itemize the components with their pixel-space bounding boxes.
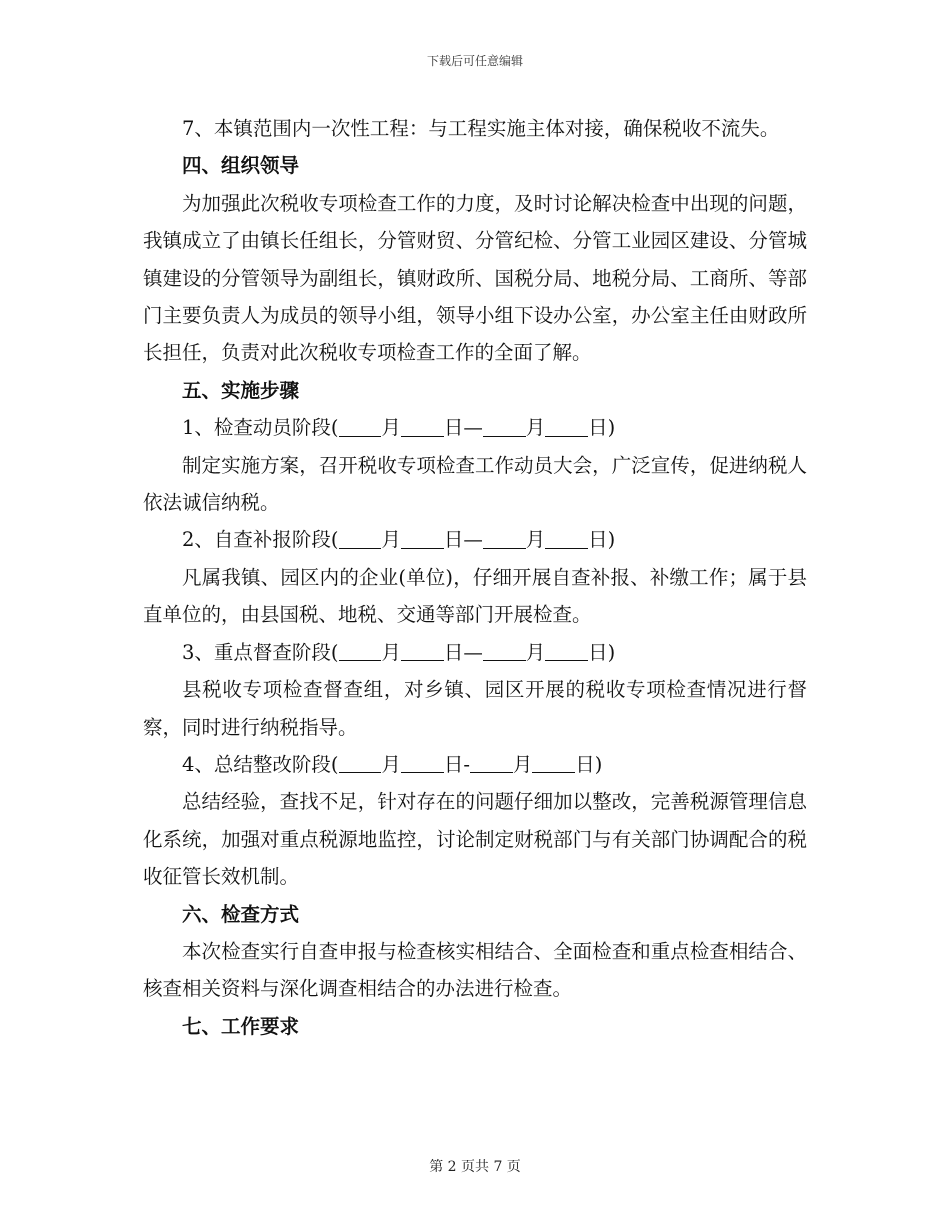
date-blank bbox=[339, 528, 382, 549]
date-blank bbox=[483, 528, 526, 549]
section-heading-4: 四、组织领导 bbox=[182, 154, 300, 178]
date-blank bbox=[532, 753, 575, 774]
step-title: 3、重点督查阶段 bbox=[182, 640, 331, 664]
step-title: 1、检查动员阶段 bbox=[182, 416, 331, 440]
section-heading-6: 六、检查方式 bbox=[182, 902, 300, 926]
step-title: 2、自查补报阶段 bbox=[182, 528, 331, 552]
date-blank bbox=[545, 416, 588, 437]
step-line-4: 4、总结整改阶段( 月 日- 月 日) bbox=[182, 752, 603, 776]
step-description-3: 县税收专项检查督查组，对乡镇、园区开展的税收专项检查情况进行督察，同时进行纳税指导。 bbox=[143, 678, 807, 739]
date-blank bbox=[401, 753, 444, 774]
date-blank bbox=[339, 753, 382, 774]
date-blank bbox=[483, 641, 526, 662]
page-number-footer: 第 2 页共 7 页 bbox=[429, 1159, 521, 1175]
date-blank bbox=[545, 528, 588, 549]
date-blank bbox=[483, 416, 526, 437]
paragraph-inspection-method: 本次检查实行自查申报与检查核实相结合、全面检查和重点检查相结合、核查相关资料与深化调查相结合的办法进行检查。 bbox=[143, 939, 807, 1001]
date-blank bbox=[401, 641, 444, 662]
date-blank bbox=[545, 641, 588, 662]
date-blank bbox=[339, 641, 382, 662]
date-blank bbox=[339, 416, 382, 437]
step-description-2: 凡属我镇、园区内的企业(单位)，仔细开展自查补报、补缴工作；属于县直单位的，由县国税、地税、交通等部门开展检查。 bbox=[143, 565, 807, 627]
step-line-3: 3、重点督查阶段( 月 日— 月 日) bbox=[182, 640, 616, 664]
step-description-1: 制定实施方案，召开税收专项检查工作动员大会，广泛宣传，促进纳税人依法诚信纳税。 bbox=[143, 453, 807, 515]
step-description-4: 总结经验，查找不足，针对存在的问题仔细加以整改，完善税源管理信息化系统，加强对重点税源地监控，讨论制定财税部门与有关部门协调配合的税收征管长效机制。 bbox=[143, 790, 807, 889]
step-line-2: 2、自查补报阶段( 月 日— 月 日) bbox=[182, 528, 616, 552]
date-blank bbox=[470, 753, 513, 774]
page-header-note: 下载后可任意编辑 bbox=[426, 54, 523, 68]
document-body bbox=[143, 110, 807, 1045]
step-title: 4、总结整改阶段 bbox=[182, 752, 331, 776]
date-blank bbox=[401, 528, 444, 549]
paragraph-organization: 为加强此次税收专项检查工作的力度，及时讨论解决检查中出现的问题，我镇成立了由镇长任组长，分管财贸、分管纪检、分管工业园区建设、分管城镇建设的分管领导为副组长，镇财政所、国税分局、地税分局、工商所、等部门主要负责人为成员的领导小组，领导小组下设办公室，办公室主任由财政所长担任，负责对此次税收专项检查工作的全面了解。 bbox=[143, 191, 807, 365]
step-line-1: 1、检查动员阶段( 月 日— 月 日) bbox=[182, 416, 616, 440]
section-heading-7: 七、工作要求 bbox=[182, 1014, 300, 1038]
paragraph-item-7: 7、本镇范围内一次性工程：与工程实施主体对接，确保税收不流失。 bbox=[182, 117, 780, 140]
date-blank bbox=[401, 416, 444, 437]
section-heading-5: 五、实施步骤 bbox=[182, 378, 300, 402]
